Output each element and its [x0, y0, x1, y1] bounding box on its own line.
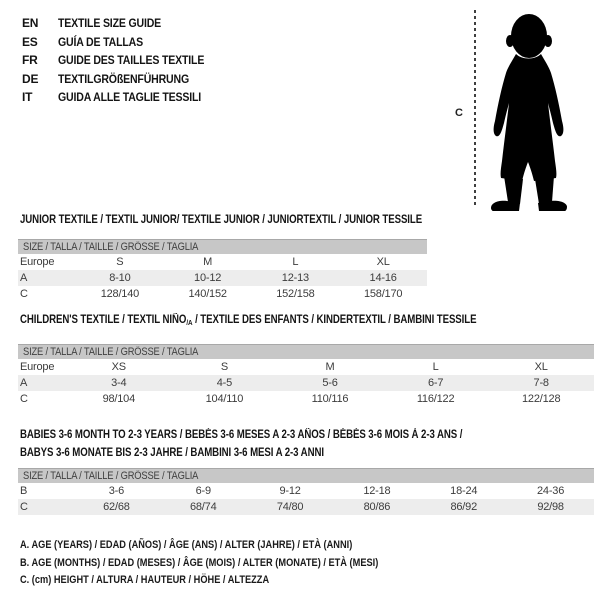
cell: 152/158	[276, 288, 315, 300]
babies-section-heading	[20, 427, 462, 462]
cell: XL	[534, 361, 548, 373]
language-row	[22, 51, 224, 70]
row-label: C	[20, 393, 28, 405]
table-header-bar	[18, 239, 427, 254]
table-header-label: SIZE / TALLA / TAILLE / GRÖSSE / TAGLIA	[23, 470, 199, 482]
cell: L	[432, 361, 439, 373]
heading-subscript: /A	[186, 318, 193, 327]
table-row-europe	[18, 359, 594, 375]
guide-title: GUIDA ALLE TAGLIE TESSILI	[58, 90, 202, 105]
language-row	[22, 70, 224, 89]
legend-footnotes	[20, 537, 447, 590]
cell: 158/170	[363, 288, 403, 300]
cell: 110/116	[311, 393, 349, 405]
cell: 18-24	[450, 485, 478, 497]
cell: 74/80	[276, 501, 304, 513]
cell: 12-18	[363, 485, 391, 497]
cell: 4-5	[216, 377, 233, 389]
language-code: FR	[22, 53, 38, 68]
cell: M	[325, 361, 335, 373]
language-row	[22, 33, 224, 52]
cell: 3-6	[108, 485, 125, 497]
cell: 140/152	[188, 288, 227, 300]
cell: 5-6	[322, 377, 338, 389]
cell: 92/98	[537, 501, 564, 513]
row-label: A	[20, 377, 28, 389]
cell: 104/110	[205, 393, 244, 405]
height-dashed-line	[474, 10, 476, 207]
heading-line: BABIES 3-6 MONTH TO 2-3 YEARS / BEBÉS 3-6 MESES A 2-3 AÑOS / BÉBÉS 3-6 MOIS À 2-3 ANS /	[20, 429, 463, 441]
cell: 68/74	[189, 501, 217, 513]
toddler-silhouette-icon	[483, 11, 575, 211]
cell: 6-9	[195, 485, 211, 497]
cell: 9-12	[279, 485, 301, 497]
guide-title: TEXTILGRÖßENFÜHRUNG	[58, 71, 190, 86]
row-label: A	[20, 272, 28, 284]
children-size-table	[18, 344, 594, 407]
language-code: EN	[22, 16, 39, 30]
guide-title: GUÍA DE TALLAS	[58, 34, 143, 49]
cell: 24-36	[537, 485, 565, 497]
row-label: B	[20, 485, 28, 497]
table-row-europe	[18, 254, 427, 270]
footnote-height: C. (cm) HEIGHT / ALTURA / HAUTEUR / HÖHE / ALTEZZA	[20, 574, 270, 587]
cell: 12-13	[281, 272, 309, 284]
guide-title: GUIDE DES TAILLES TEXTILE	[58, 53, 205, 68]
language-code: DE	[22, 71, 39, 86]
heading-text: CHILDREN'S TEXTILE / TEXTIL NIÑO	[20, 314, 187, 326]
row-label: Europe	[20, 256, 55, 268]
footnote-age-years: A. AGE (YEARS) / EDAD (AÑOS) / ÂGE (ANS) / ALTER (JAHRE) / ETÀ (ANNI)	[20, 539, 353, 551]
cell: 86/92	[450, 501, 477, 513]
table-row-height	[18, 499, 594, 515]
table-row-age	[18, 375, 594, 391]
language-title-list	[22, 14, 224, 107]
cell: 122/128	[522, 393, 561, 405]
language-row	[22, 88, 224, 107]
cell: 98/104	[102, 393, 136, 405]
junior-size-table	[18, 239, 427, 302]
cell: 6-7	[427, 377, 444, 389]
height-measure-label: C	[455, 107, 463, 119]
heading-line: BABYS 3-6 MONATE BIS 2-3 JAHRE / BAMBINI 3-6 MESI A 2-3 ANNI	[20, 446, 324, 459]
babies-size-table	[18, 468, 594, 515]
language-code: IT	[22, 90, 33, 105]
table-header-bar	[18, 468, 594, 483]
cell: 116/122	[416, 393, 455, 405]
cell: XL	[376, 256, 390, 268]
cell: 7-8	[533, 377, 549, 389]
cell: 10-12	[194, 272, 222, 284]
language-code: ES	[22, 34, 38, 49]
table-row-height	[18, 391, 594, 407]
cell: 80/86	[363, 501, 391, 513]
footnote-age-months: B. AGE (MONTHS) / EDAD (MESES) / ÂGE (MOIS) / ALTER (MONATE) / ETÀ (MESI)	[20, 556, 379, 569]
cell: 128/140	[100, 288, 140, 300]
junior-section-heading: JUNIOR TEXTILE / TEXTIL JUNIOR/ TEXTILE JUNIOR / JUNIORTEXTIL / JUNIOR TESSILE	[20, 214, 423, 226]
cell: S	[220, 361, 228, 373]
guide-title: TEXTILE SIZE GUIDE	[58, 16, 162, 30]
cell: M	[203, 256, 213, 268]
table-row-age	[18, 270, 427, 286]
heading-text: / TEXTILE DES ENFANTS / KINDERTEXTIL / BAMBINI TESSILE	[192, 314, 477, 326]
cell: 62/68	[103, 501, 130, 513]
cell: 3-4	[111, 377, 127, 389]
table-row-age-months	[18, 483, 594, 499]
cell: XS	[111, 361, 126, 373]
cell: L	[292, 256, 299, 268]
cell: 14-16	[369, 272, 397, 284]
row-label: C	[20, 288, 28, 300]
cell: 8-10	[109, 272, 131, 284]
table-header-bar	[18, 344, 594, 359]
row-label: C	[20, 501, 28, 513]
table-row-height	[18, 286, 427, 302]
table-header-label: SIZE / TALLA / TAILLE / GRÖSSE / TAGLIA	[23, 346, 199, 358]
cell: S	[116, 256, 124, 268]
table-header-label: SIZE / TALLA / TAILLE / GRÖSSE / TAGLIA	[23, 241, 199, 253]
children-section-heading	[20, 314, 476, 327]
row-label: Europe	[20, 361, 55, 373]
language-row	[22, 14, 224, 33]
